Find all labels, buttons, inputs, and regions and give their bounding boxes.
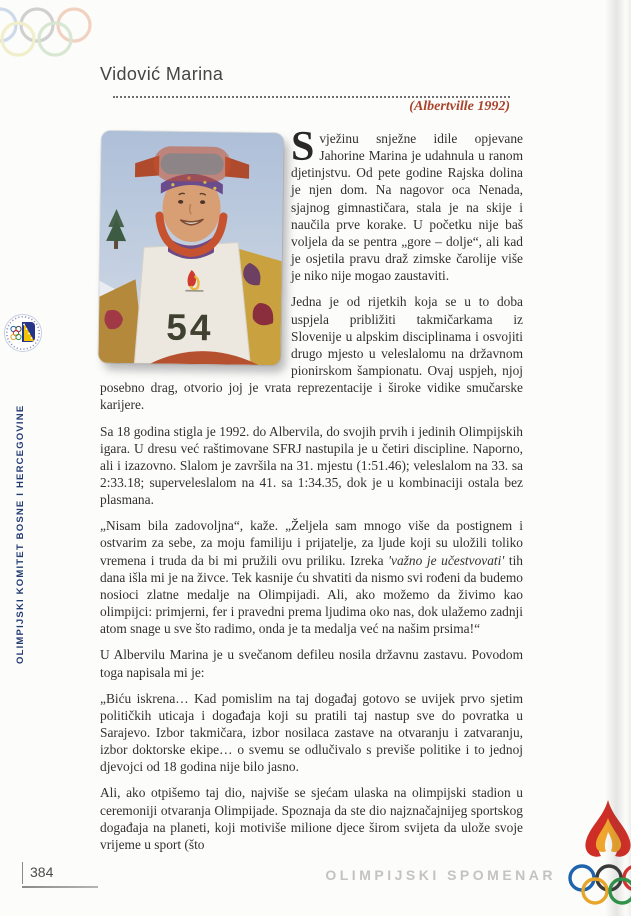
page-title: Vidović Marina: [100, 64, 224, 84]
paragraph-4-tail: tih dana išla mi je na živce. Tek kasnije ću shvatiti da nismo svi rođeni da budemo nosioci zlatne medalje na Olimpijadi. Ali, ako možemo da živimo kao olimpijci: primjerni, fer i pravedni prema ljudima oko nas, dok ulažemo zadnji atom snage u sve što radimo, onda je ta medalja već na našim prsima!“: [100, 552, 523, 637]
article-body: [100, 124, 523, 862]
page-number-rule: [22, 886, 98, 888]
paragraph-4-italic-phrase: 'važno je učestvovati': [388, 552, 505, 568]
athlete-photo: [98, 131, 283, 366]
paragraph-1-text: vježinu snježne idile opjevane Jahorine Marina je udahnula u ranom djetinjstvu. Od pete godine Rajska dolina je njen dom. Na nagovor oca Nenada, sjajnog gimnastičara, stala je na skije i naučila prve korake. U početku nije baš voljela da se pentra „gore – dolje“, ali kad je osjetila pravu draž zimske čarolije više je niko nije mogao zaustaviti.: [291, 131, 523, 284]
drop-cap: S: [291, 124, 315, 170]
paragraph-6: „Biću iskrena… Kad pomislim na taj događaj gotovo se uvijek prvo sjetim političkih uticaja i događaja koji su pratili taj nastup sve do povratka u Sarajevo. Izbor takmičara, izbor nosilaca zastave na otvaranju i zatvaranju, izbor doktorske ekipe… o svemu se odlučivalo s previše politike i to jednoj djevojci od 18 godina nije bilo jasno.: [100, 690, 523, 775]
paragraph-3: Sa 18 godina stigla je 1992. do Albervila, do svojih prvih i jedinih Olimpijskih igara. U dresu već raštimovane SFRJ nastupila je u četiri discipline. Naporno, ali i izazovno. Slalom je završila na 31. mjestu (1:51.46); veleslalom na 33. sa 2:33.18; superveleslalom na 41. sa 1:34.35, dok je u kombinaciji ostala bez plasmana.: [100, 423, 523, 508]
paragraph-2: Jedna je od rijetkih koja se u to doba uspjela približiti takmičarkama iz Slovenije u alpskim disciplinama i osvojiti drugo mjesto u veleslalomu na državnom pionirskom šampionatu. Ovaj uspjeh, njoj posebno drag, otvorio joj je vrata reprezentacije i široke vidike smučarske karijere.: [100, 294, 523, 413]
okbih-logo-icon: [3, 290, 43, 376]
paragraph-5: U Albervilu Marina je u svečanom defileu nosila državnu zastavu. Povodom toga napisala mi je:: [100, 647, 523, 680]
bib-number: 54: [166, 306, 214, 349]
page-curl-shadow: [605, 0, 631, 916]
olympic-rings-watermark-icon: [0, 4, 106, 64]
footer-title: OLIMPIJSKI SPOMENAR: [325, 867, 556, 883]
paragraph-7: Ali, ako otpišemo taj dio, najviše se sjećam ulaska na olimpijski stadion u ceremoniji otvaranja Olimpijade. Spoznaja da ste dio najznačajnijeg sportskog događaja na planeti, koji motiviše milione djece širom svijeta da ulože svoje vrijeme u sport (što: [100, 785, 523, 852]
page-number: 384: [22, 862, 53, 884]
event-label: (Albertville 1992): [409, 99, 510, 114]
paragraph-4-lead: „Nisam bila zadovoljna“, kaže. „Željela sam mnogo više da postignem i ostvarim za sebe, za moju familiju i prijatelje, za ljude koji su uložili toliko vremena i truda da bi mi pružili ovu priliku. Izreka: [100, 518, 523, 568]
paragraph-4: [100, 517, 523, 637]
title-divider: [113, 84, 510, 98]
sidebar-vertical-text: OLIMPIJSKI KOMITET BOSNE I HERCEGOVINE: [15, 404, 26, 664]
olympic-flame-rings-icon: [566, 798, 631, 916]
